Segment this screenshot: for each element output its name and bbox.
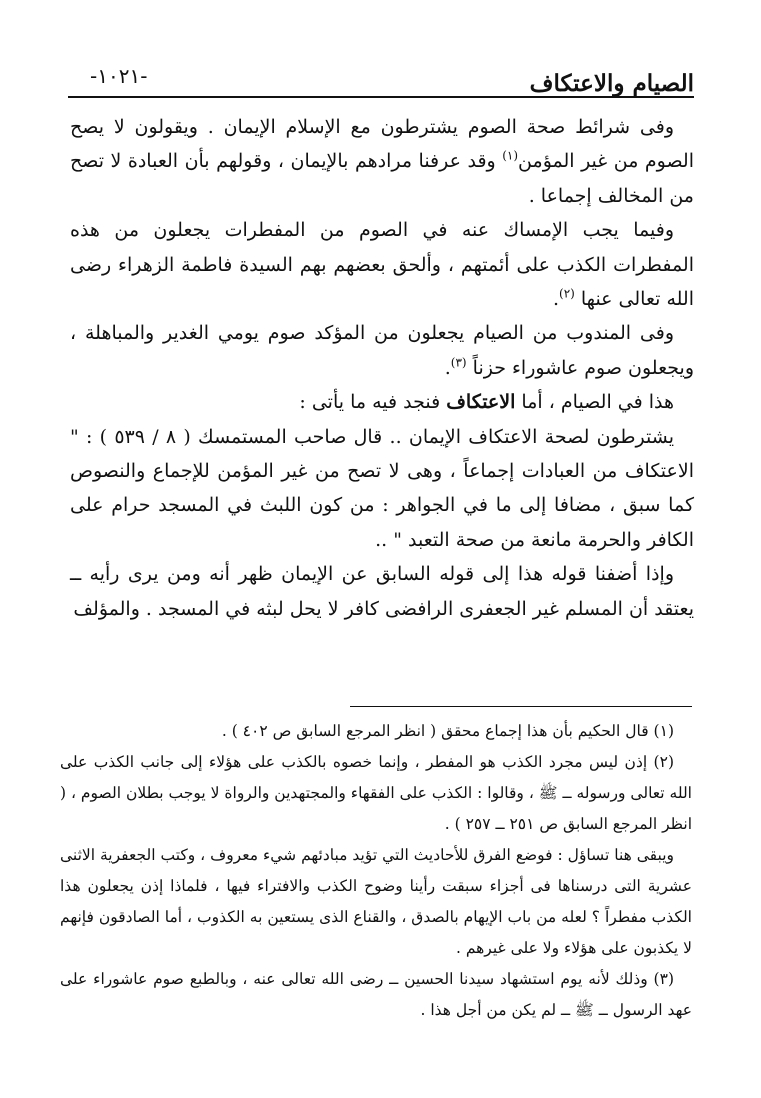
page-number: -١٠٢١- (90, 64, 148, 88)
footnote-ref-1: (١) (502, 149, 519, 164)
footnote-separator (350, 706, 692, 707)
footnote-ref-3: (٣) (450, 355, 467, 370)
running-title: الصيام والاعتكاف (529, 70, 694, 97)
paragraph-conclusion: وإذا أضفنا قوله هذا إلى قوله السابق عن الإيمان ظهر أنه ومن يرى رأيه ــ يعتقد أن المسلم غير الجعفرى الرافضى كافر لا يحل لبثه في المسجد . والمؤلف (70, 563, 694, 620)
footnotes (60, 716, 692, 1026)
paragraph-fasting-conditions: وفى شرائط صحة الصوم يشترطون مع الإسلام الإيمان . ويقولون لا يصح الصوم من غير المؤمن$^{(١)}$ وقد عرفنا مرادهم بالإيمان ، وقولهم بأن العبادة لا تصح من المخالف إجماعا . (70, 116, 695, 207)
main-text (70, 110, 694, 626)
footnote-2: (٢) إذن ليس مجرد الكذب هو المفطر ، وإنما خصوه بالكذب على هؤلاء إلى جانب الكذب على الله تعالى ورسوله ــ ﷺ ، وقالوا : الكذب على الفقهاء والمجتهدين والرواة لا يوجب بطلان الصوم ، ( انظر المرجع السابق ص ٢٥١ ــ ٢٥٧ ) . (60, 753, 692, 833)
paragraph-fasting-breakers: وفيما يجب الإمساك عنه في الصوم من المفطرات يجعلون من هذه المفطرات الكذب على أئمتهم ، وألحق بعضهم بهم السيدة فاطمة الزهراء رضى الله تعالى عنها $^{(٢)}$. (70, 219, 694, 311)
paragraph-itikaf-intro: هذا في الصيام ، أما الاعتكاف فنجد فيه ما يأتى : (299, 391, 674, 414)
paragraph-recommended-fasting: وفى المندوب من الصيام يجعلون من المؤكد صوم يومي الغدير والمباهلة ، ويجعلون صوم عاشوراء حزناً $^{(٣)}$. (70, 322, 694, 379)
footnote-ref-2: (٢) (559, 286, 575, 301)
paragraph-itikaf-conditions: يشترطون لصحة الاعتكاف الإيمان .. قال صاحب المستمسك ( ٨ / ٥٣٩ ) : " الاعتكاف من العبادات إجماعاً ، وهى لا تصح من غير المؤمن للإجماع والنصوص كما سبق ، مضافا إلى ما في الجواهر : من كون اللبث في المسجد حرام على الكافر والحرمة مانعة من صحة التعبد " .. (70, 425, 694, 551)
itikaf-term: الاعتكاف (446, 391, 516, 414)
footnote-3: (٣) وذلك لأنه يوم استشهاد سيدنا الحسين ــ رضى الله تعالى عنه ، وبالطبع صوم عاشوراء على عهد الرسول ــ ﷺ ــ لم يكن من أجل هذا . (60, 970, 692, 1019)
footnote-1: (١) قال الحكيم بأن هذا إجماع محقق ( انظر المرجع السابق ص ٤٠٢ ) . (221, 722, 674, 740)
header-rule (68, 96, 694, 98)
page-header (68, 60, 694, 100)
footnote-2-continued: ويبقى هنا تساؤل : فوضع الفرق للأحاديث التي تؤيد مبادئهم شيء معروف ، وكتب الجعفرية الاثنى عشرية التى درسناها فى أجزاء سبقت رأينا وضوح الكذب والافتراء فيها ، فلماذا إذن يجعلون هذا الكذب مفطراً ؟ لعله من باب الإيهام بالصدق ، والقناع الذى يستعين به الكذوب ، أما الصادقون فإنهم لا يكذبون على هؤلاء ولا على غيرهم . (60, 846, 692, 957)
